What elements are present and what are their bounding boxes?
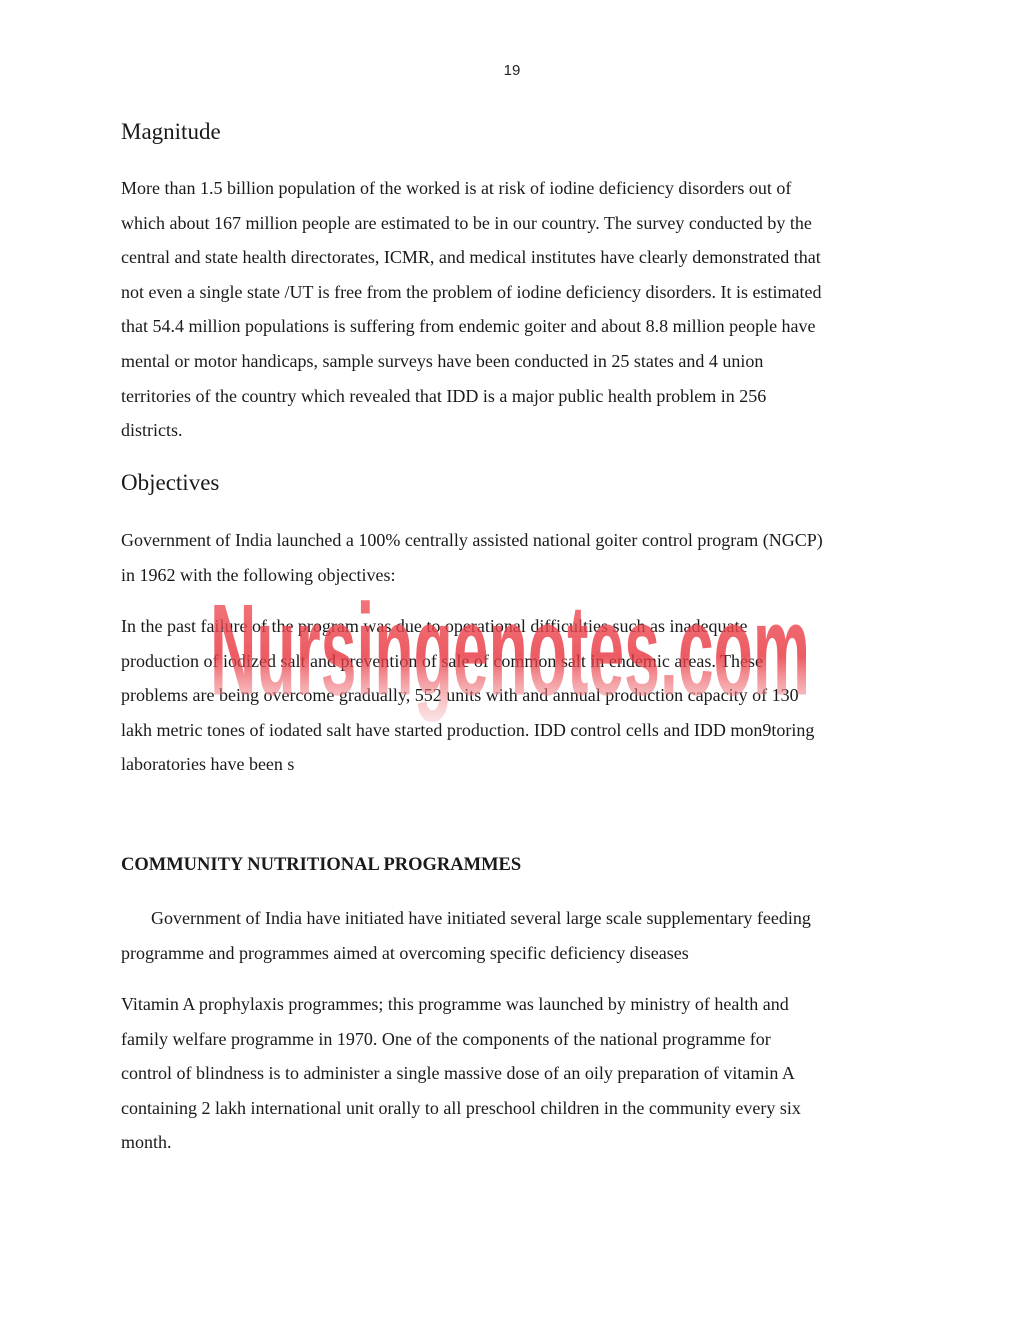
text-line: Vitamin A prophylaxis programmes; this programme was launched by ministry of health and: [121, 994, 789, 1014]
text-line: family welfare programme in 1970. One of the components of the national programme for: [121, 1028, 771, 1049]
text-line: month.: [121, 1132, 172, 1153]
community-intro-paragraph: [121, 901, 921, 970]
objectives-detail-paragraph: [121, 609, 921, 782]
watermark-text: Nursingenotes.com: [210, 576, 810, 723]
text-line: Government of India have initiated have initiated several large scale supplementary feeding: [151, 908, 811, 928]
text-line: production of iodized salt and prevention of sale of common salt in endemic areas. These: [121, 650, 763, 671]
text-line: central and state health directorates, ICMR, and medical institutes have clearly demonstrated that: [121, 247, 821, 268]
text-line: In the past failure of the program was due to operational difficulties such as inadequate: [121, 616, 748, 636]
text-line: containing 2 lakh international unit orally to all preschool children in the community every six: [121, 1097, 801, 1118]
text-line: in 1962 with the following objectives:: [121, 564, 396, 585]
magnitude-paragraph: [121, 171, 921, 448]
text-line: which about 167 million people are estimated to be in our country. The survey conducted by the: [121, 212, 812, 233]
community-heading: COMMUNITY NUTRITIONAL PROGRAMMES: [121, 855, 522, 875]
text-line: Government of India launched a 100% centrally assisted national goiter control program (NGCP): [121, 530, 823, 550]
vitamin-a-paragraph: [121, 987, 921, 1160]
text-line: districts.: [121, 420, 183, 441]
text-line: problems are being overcome gradually, 552 units with and annual production capacity of 130: [121, 685, 799, 706]
text-line: lakh metric tones of iodated salt have started production. IDD control cells and IDD mon9toring: [121, 719, 815, 740]
text-line: not even a single state /UT is free from the problem of iodine deficiency disorders. It is estimated: [121, 281, 822, 302]
text-line: programme and programmes aimed at overcoming specific deficiency diseases: [121, 942, 689, 963]
magnitude-heading: Magnitude: [121, 119, 221, 144]
page-number: 19: [503, 62, 521, 79]
text-line: control of blindness is to administer a single massive dose of an oily preparation of vitamin A: [121, 1063, 795, 1084]
objectives-intro-paragraph: [121, 523, 921, 592]
objectives-heading: Objectives: [121, 470, 220, 495]
text-line: territories of the country which revealed that IDD is a major public health problem in 256: [121, 385, 767, 406]
text-line: mental or motor handicaps, sample surveys have been conducted in 25 states and 4 union: [121, 350, 764, 371]
text-line: that 54.4 million populations is suffering from endemic goiter and about 8.8 million people have: [121, 316, 816, 337]
text-line: More than 1.5 billion population of the worked is at risk of iodine deficiency disorders out of: [121, 178, 792, 198]
text-line: laboratories have been s: [121, 754, 295, 775]
